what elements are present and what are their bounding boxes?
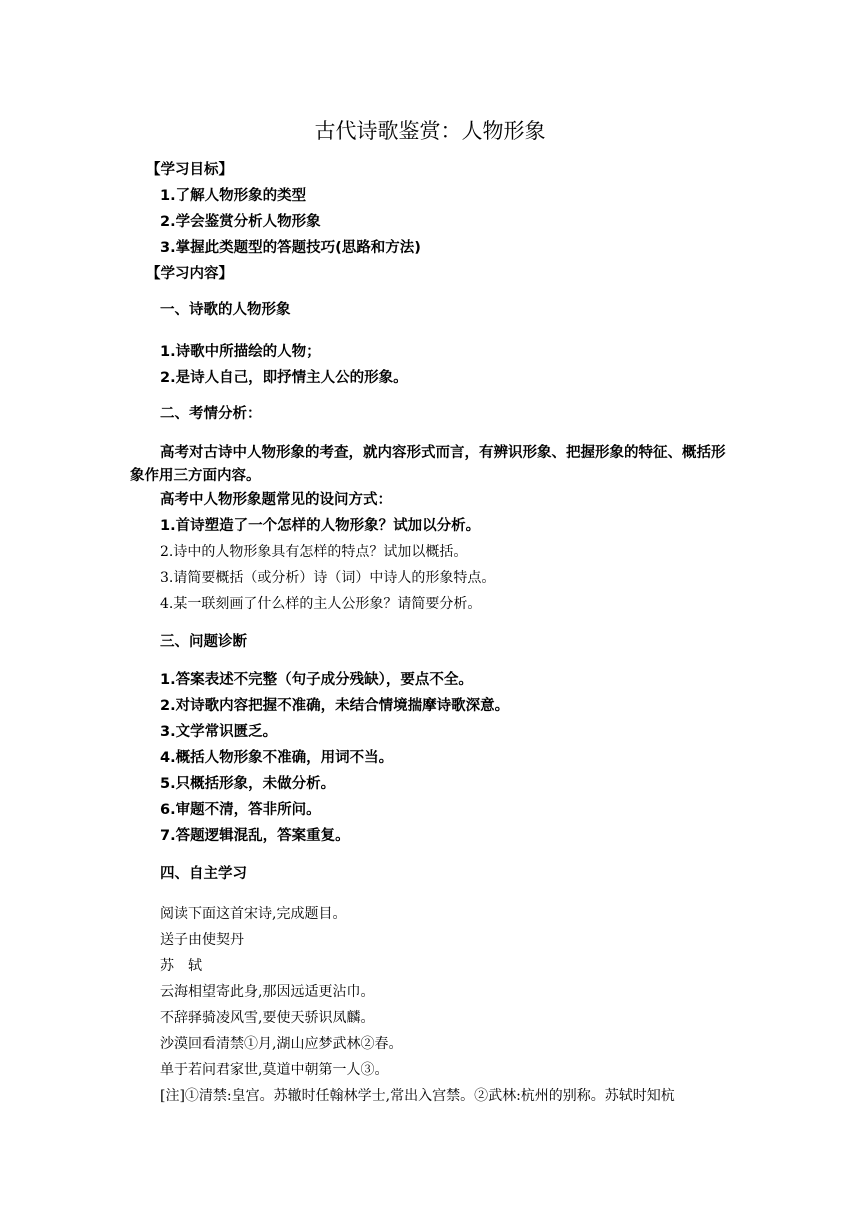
document-title: 古代诗歌鉴赏：人物形象	[314, 119, 546, 143]
section-heading: 一、诗歌的人物形象	[160, 302, 291, 318]
diagnosis-item: 4.概括人物形象不准确，用词不当。	[160, 750, 394, 766]
question-forms-heading: 高考中人物形象题常见的设问方式：	[160, 492, 392, 508]
content-heading: 【学习内容】	[146, 266, 233, 282]
poem-line: 单于若问君家世,莫道中朝第一人③。	[160, 1062, 389, 1078]
objective-item: 1.了解人物形象的类型	[160, 188, 307, 204]
objectives-heading: 【学习目标】	[146, 162, 233, 178]
diagnosis-item: 7.答题逻辑混乱，答案重复。	[160, 828, 350, 844]
question-item: 1.首诗塑造了一个怎样的人物形象？试加以分析。	[160, 518, 481, 534]
diagnosis-item: 5.只概括形象，未做分析。	[160, 776, 336, 792]
poem-line: 沙漠回看清禁①月,湖山应梦武林②春。	[160, 1036, 403, 1052]
section-heading: 二、考情分析：	[160, 406, 262, 422]
section-heading: 四、自主学习	[160, 866, 247, 882]
poem-note: [注]①清禁:皇宫。苏辙时任翰林学士,常出入宫禁。②武林:杭州的别称。苏轼时知杭	[160, 1088, 675, 1104]
objective-item: 3.掌握此类题型的答题技巧(思路和方法)	[160, 240, 421, 256]
question-item: 3.请简要概括（或分析）诗（词）中诗人的形象特点。	[160, 570, 496, 586]
analysis-paragraph: 高考对古诗中人物形象的考查，就内容形式而言，有辨识形象、把握形象的特征、概括形象作用三方面内容。	[130, 445, 726, 484]
diagnosis-item: 3.文学常识匮乏。	[160, 724, 278, 740]
section-heading: 三、问题诊断	[160, 634, 247, 650]
list-item: 2.是诗人自己，即抒情主人公的形象。	[160, 370, 408, 386]
question-item: 2.诗中的人物形象具有怎样的特点？试加以概括。	[160, 544, 468, 560]
diagnosis-item: 6.审题不清，答非所问。	[160, 802, 321, 818]
poem-line: 云海相望寄此身,那因远适更沾巾。	[160, 984, 375, 1000]
poem-title: 送子由使契丹	[160, 932, 244, 948]
diagnosis-item: 1.答案表述不完整（句子成分残缺），要点不全。	[160, 672, 473, 688]
poem-line: 不辞驿骑凌风雪,要使天骄识凤麟。	[160, 1010, 375, 1026]
question-item: 4.某一联刻画了什么样的主人公形象？请简要分析。	[160, 596, 482, 612]
reading-instruction: 阅读下面这首宋诗,完成题目。	[160, 906, 347, 922]
diagnosis-item: 2.对诗歌内容把握不准确，未结合情境揣摩诗歌深意。	[160, 698, 510, 714]
list-item: 1.诗歌中所描绘的人物；	[160, 344, 321, 360]
objective-item: 2.学会鉴赏分析人物形象	[160, 214, 321, 230]
poem-author: 苏 轼	[160, 958, 202, 974]
